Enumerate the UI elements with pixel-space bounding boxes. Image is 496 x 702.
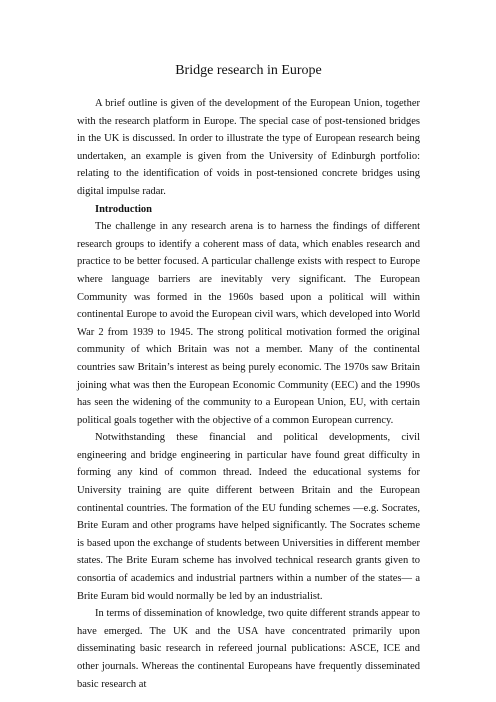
body-paragraph: Notwithstanding these financial and political developments, civil engineering and bridge engineering in particular have found great difficulty in forming any kind of common thread. Indeed the educational systems for University training are quite different between Britain and the European continental countries. The formation of the EU funding schemes —e.g. Socrates, Brite Euram and other programs have helped significantly. The Socrates scheme is based upon the exchange of students between Universities in different member states. The Brite Euram scheme has involved technical research grants given to consortia of academics and industrial partners within a number of the states— a Brite Euram bid would normally be led by an industrialist. — [77, 432, 420, 602]
body-paragraph: The challenge in any research arena is to harness the findings of different research groups to identify a coherent mass of data, which enables research and practice to be better focused. A particular challenge exists with respect to Europe where language barriers are inevitably very significant. The European Community was formed in the 1960s based upon a political will within continental Europe to avoid the European civil wars, which developed into World War 2 from 1939 to 1945. The strong political motivation formed the original community of which Britain was not a member. Many of the continental countries saw Britain’s interest as being purely economic. The 1970s saw Britain joining what was then the European Economic Community (EEC) and the 1990s has seen the widening of the community to a European Union, EU, with certain political goals together with the objective of a common European currency. — [77, 221, 420, 426]
body-paragraph: In terms of dissemination of knowledge, two quite different strands appear to have emerged. The UK and the USA have concentrated primarily upon disseminating basic research in refereed journal publications: ASCE, ICE and other journals. Whereas the continental Europeans have frequently disseminated basic research at — [77, 608, 420, 690]
document-title: Bridge research in Europe — [175, 63, 322, 78]
abstract-paragraph: A brief outline is given of the development of the European Union, together with the research platform in Europe. The special case of post-tensioned bridges in the UK is discussed. In order to illustrate the type of European research being undertaken, an example is given from the University of Edinburgh portfolio: relating to the identification of voids in post-tensioned concrete bridges using digital impulse radar. — [77, 98, 420, 197]
section-heading: Introduction — [95, 203, 152, 215]
document-body — [77, 95, 420, 693]
